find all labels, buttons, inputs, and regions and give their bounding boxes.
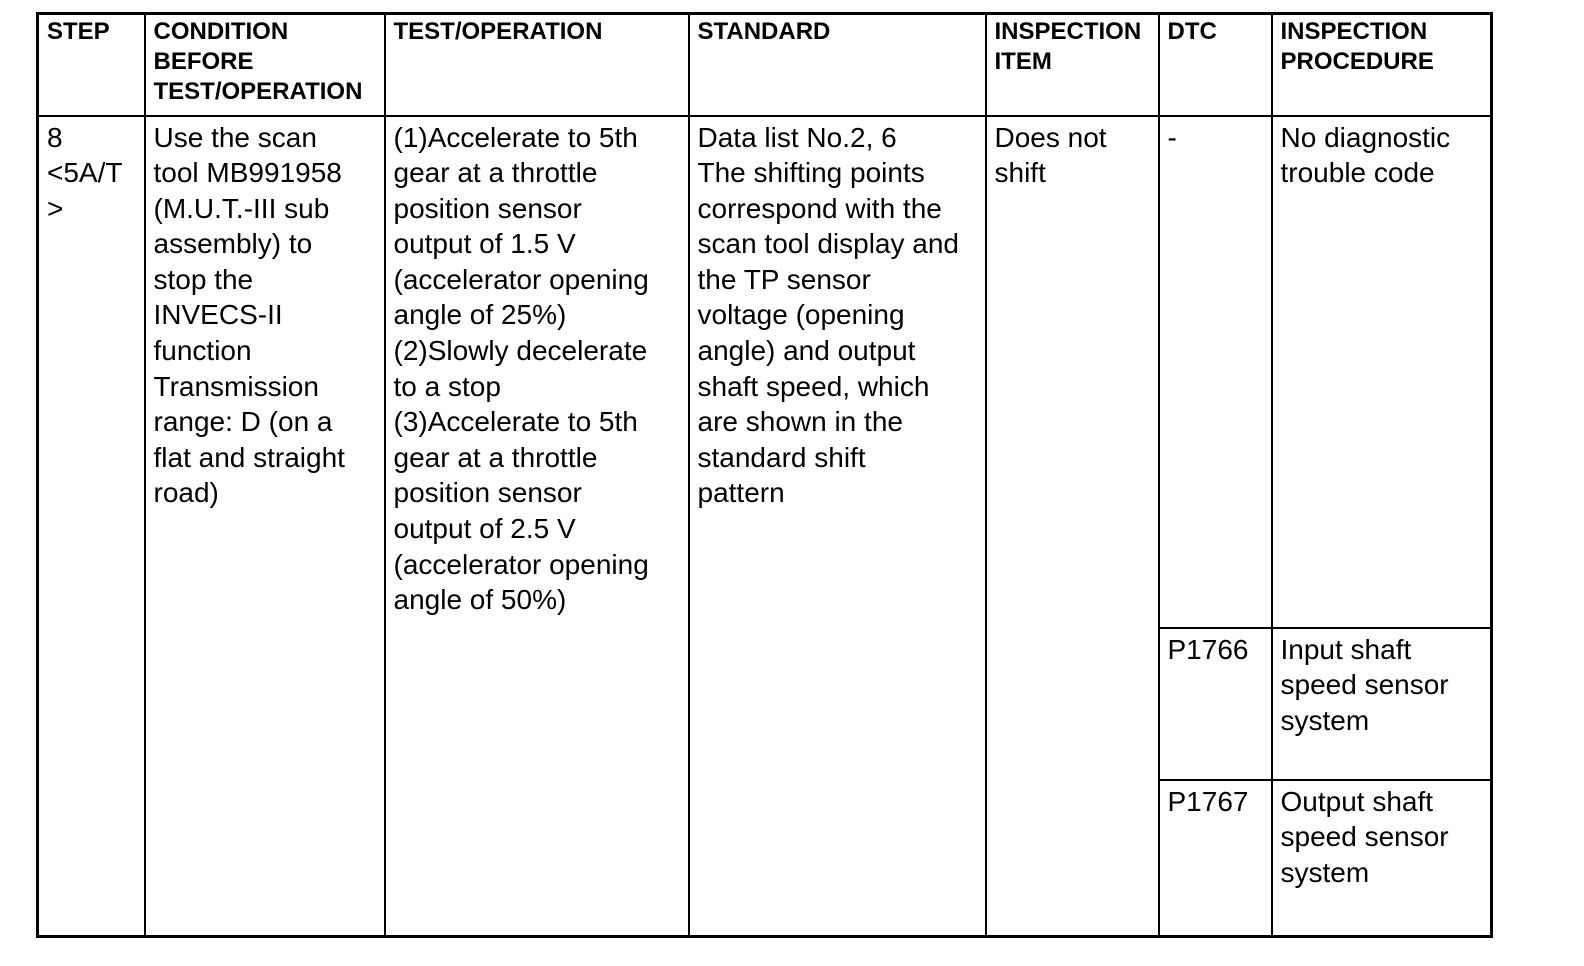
header-condition: CONDITION BEFORE TEST/OPERATION xyxy=(145,14,385,116)
table-row xyxy=(38,116,1492,628)
header-inspection-item: INSPECTION ITEM xyxy=(986,14,1159,116)
header-step: STEP xyxy=(38,14,145,116)
inspection-procedure-cell: No diagnostic trouble code xyxy=(1272,116,1492,628)
dtc-cell: - xyxy=(1159,116,1272,628)
header-row xyxy=(38,14,1492,116)
inspection-item-cell: Does not shift xyxy=(986,116,1159,937)
header-dtc: DTC xyxy=(1159,14,1272,116)
standard-cell: Data list No.2, 6 The shifting points correspond with the scan tool display and the TP sensor voltage (opening angle) and output shaft speed, which are shown in the standard shift pattern xyxy=(689,116,986,937)
header-test-operation: TEST/OPERATION xyxy=(385,14,689,116)
condition-cell: Use the scan tool MB991958 (M.U.T.-III sub assembly) to stop the INVECS-II function Transmission range: D (on a flat and straight road) xyxy=(145,116,385,937)
inspection-procedure-cell: Input shaft speed sensor system xyxy=(1272,628,1492,780)
dtc-cell: P1767 xyxy=(1159,780,1272,937)
header-inspection-procedure: INSPECTION PROCEDURE xyxy=(1272,14,1492,116)
header-standard: STANDARD xyxy=(689,14,986,116)
dtc-cell: P1766 xyxy=(1159,628,1272,780)
test-operation-cell: (1)Accelerate to 5th gear at a throttle position sensor output of 1.5 V (accelerator opening angle of 25%) (2)Slowly decelerate to a stop (3)Accelerate to 5th gear at a throttle position sensor output of 2.5 V (accelerator opening angle of 50%) xyxy=(385,116,689,937)
inspection-procedure-cell: Output shaft speed sensor system xyxy=(1272,780,1492,937)
step-cell: 8 <5A/T > xyxy=(38,116,145,937)
inspection-table xyxy=(36,12,1493,938)
